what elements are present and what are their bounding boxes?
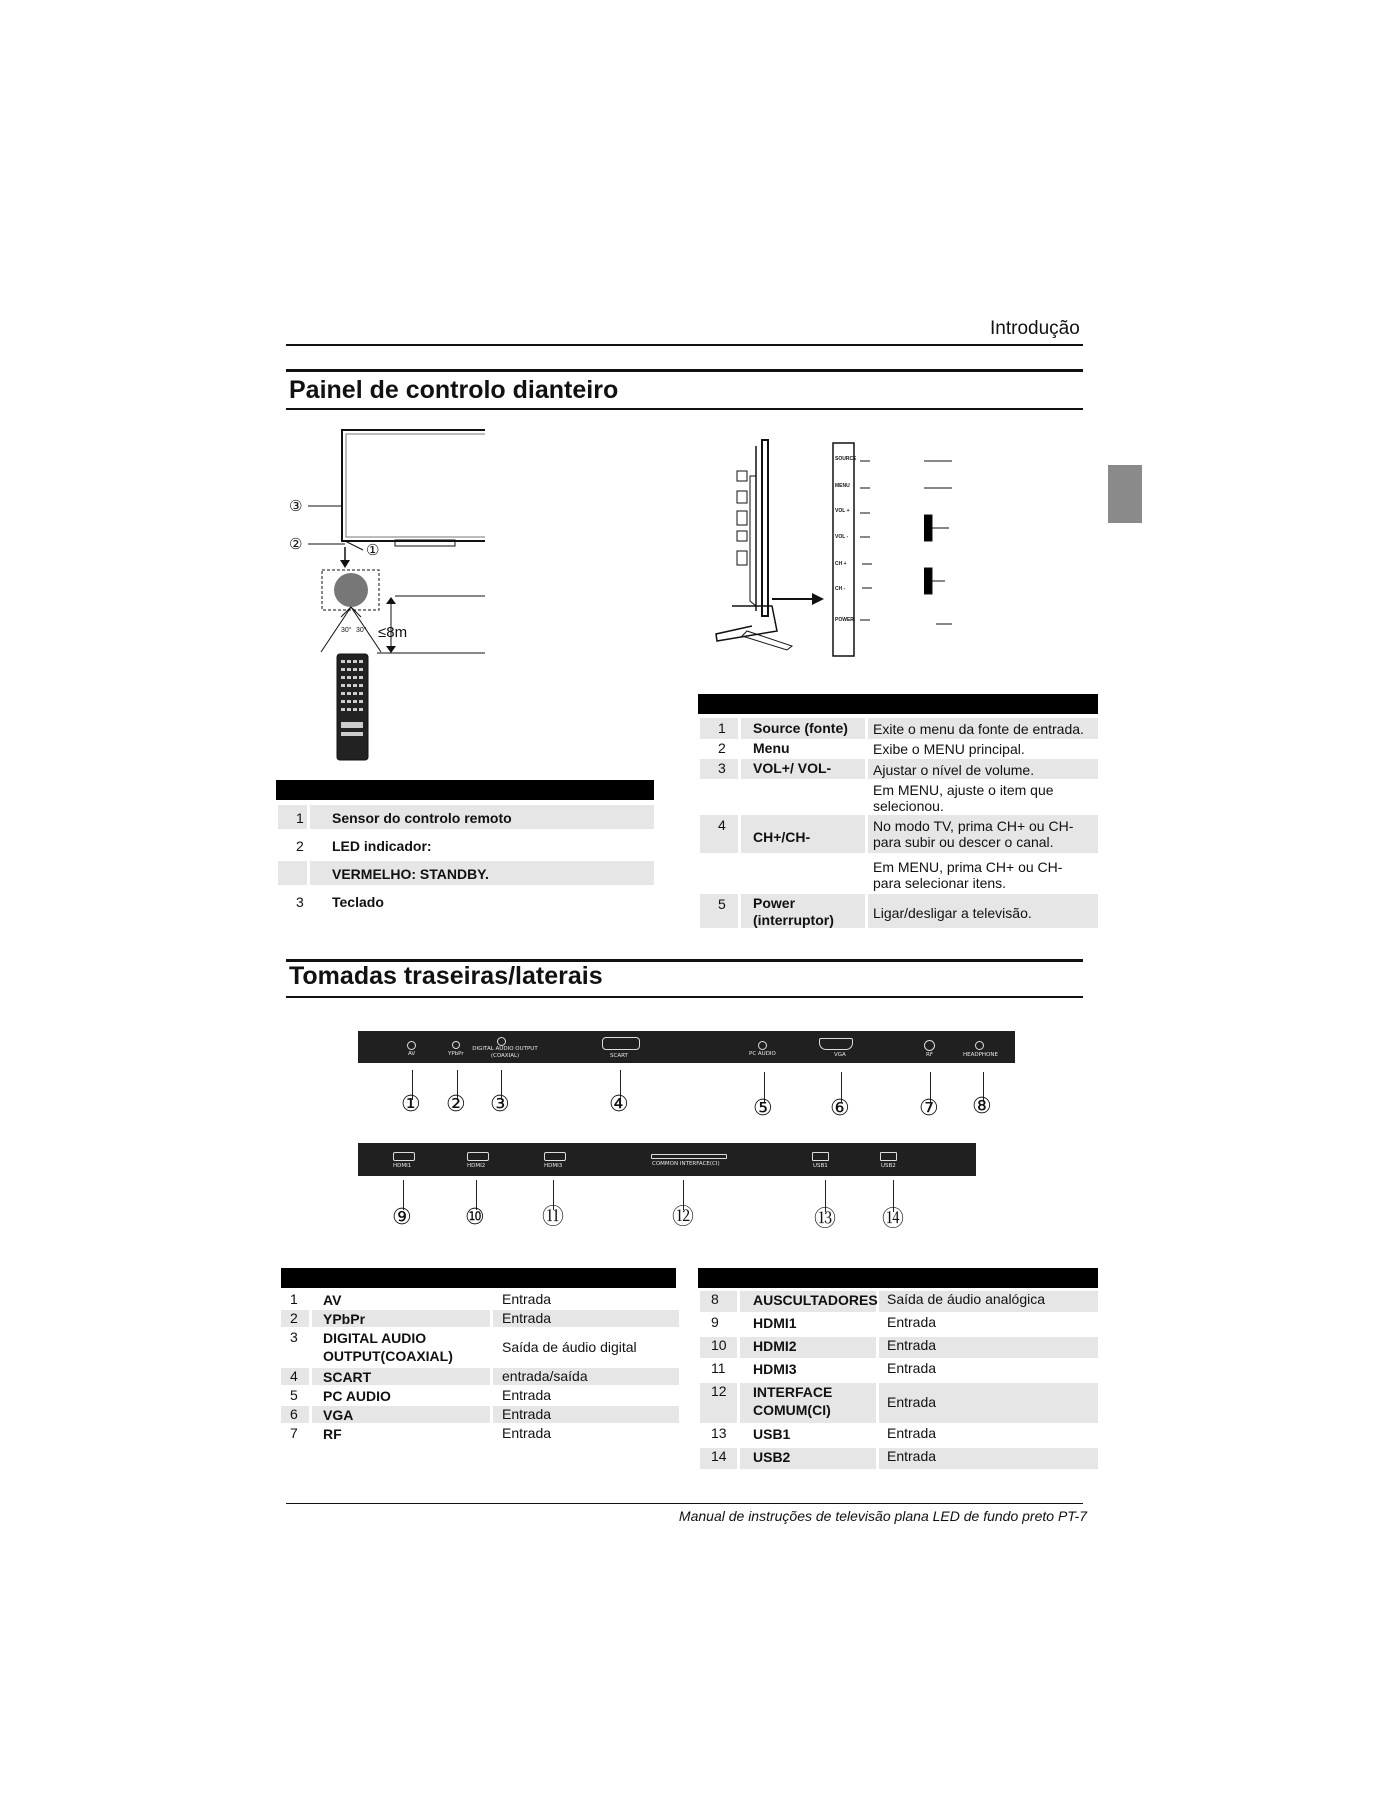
callout-8: ⑧ [972, 1093, 992, 1118]
row-name: PC AUDIO [323, 1388, 391, 1404]
table-row [281, 1328, 681, 1367]
section-title-rear-panel: Tomadas traseiras/laterais [289, 962, 603, 990]
av-label: AV [408, 1051, 416, 1057]
rear-left-table-header [281, 1268, 676, 1288]
row-name: AUSCULTADORES [753, 1292, 878, 1308]
row-desc: Ligar/desligar a televisão. [873, 905, 1032, 921]
table-row [276, 833, 654, 857]
row-desc: Em MENU, prima CH+ ou CH- para selecionar itens. [873, 859, 1063, 891]
usb1-port [812, 1152, 829, 1161]
headphone-port [975, 1041, 984, 1050]
callout-10: ⑩ [465, 1204, 485, 1229]
row-number: 3 [296, 894, 304, 910]
row-number: 7 [290, 1425, 298, 1441]
scart-label: SCART [610, 1053, 628, 1059]
row-number: 5 [290, 1387, 298, 1403]
row-label: VERMELHO: STANDBY. [332, 866, 489, 882]
row-name: INTERFACE COMUM(CI) [753, 1384, 833, 1418]
coaxial-label: DIGITAL AUDIO OUTPUT (COAXIAL) [472, 1046, 538, 1059]
callout-6: ⑥ [830, 1095, 850, 1120]
headphone-label: HEADPHONE [963, 1052, 998, 1058]
angle-right-label: 30° [356, 627, 367, 634]
table-row [281, 1290, 681, 1309]
callout-14: ⑭ [882, 1206, 905, 1231]
hdmi3-label: HDMI3 [544, 1163, 563, 1169]
vga-port [819, 1038, 853, 1050]
callout-12: ⑫ [672, 1204, 695, 1229]
row-name: Source (fonte) [753, 720, 848, 736]
ypbpr-label: YPbPr [448, 1051, 464, 1057]
row-label: Sensor do controlo remoto [332, 810, 512, 826]
callout-5: ⑤ [753, 1095, 773, 1120]
row-name: USB1 [753, 1426, 791, 1442]
row-desc: Ajustar o nível de volume. [873, 762, 1035, 778]
table-row [276, 889, 654, 913]
rear-top-connector-panel [358, 1031, 1015, 1063]
row-name: HDMI3 [753, 1361, 797, 1377]
row-number: 11 [711, 1360, 726, 1376]
callout-2: ② [446, 1091, 466, 1116]
callout-3: ③ [490, 1091, 510, 1116]
side-button-source: SOURCE [835, 456, 857, 462]
row-desc: Entrada [502, 1406, 552, 1422]
hdmi2-port [467, 1152, 489, 1161]
hdmi1-label: HDMI1 [393, 1163, 412, 1169]
front-left-table [276, 805, 654, 913]
front-left-table-header [276, 780, 654, 800]
row-desc: Saída de áudio analógica [887, 1291, 1046, 1307]
distance-label: ≤8m [378, 624, 408, 641]
rf-label: RF [926, 1052, 933, 1058]
row-number: 4 [290, 1368, 298, 1384]
side-button-power: POWER [835, 617, 854, 623]
row-desc: Saída de áudio digital [502, 1339, 637, 1355]
side-button-ch-down: CH - [835, 586, 846, 592]
row-name: YPbPr [323, 1311, 366, 1327]
ypbpr-port [452, 1041, 460, 1049]
section1-top-rule [286, 369, 1083, 372]
table-row [281, 1405, 681, 1424]
row-desc: Em MENU, ajuste o item que selecionou. [873, 782, 1054, 814]
row-desc: entrada/saída [502, 1368, 588, 1384]
row-name: VOL+/ VOL- [753, 760, 832, 776]
row-label: Teclado [332, 894, 384, 910]
row-desc: Exibe o MENU principal. [873, 741, 1025, 757]
row-desc: Entrada [887, 1425, 937, 1441]
hdmi3-port [544, 1152, 566, 1161]
row-number: 12 [711, 1383, 727, 1399]
table-row [698, 1382, 1098, 1424]
callout-1: ① [366, 542, 380, 559]
row-number: 1 [296, 810, 304, 826]
coaxial-port [497, 1037, 506, 1046]
table-row [276, 861, 654, 885]
callout-7: ⑦ [919, 1095, 939, 1120]
row-number: 13 [711, 1425, 727, 1441]
table-row [698, 1336, 1098, 1359]
table-row [281, 1367, 681, 1386]
row-name: CH+/CH- [753, 829, 811, 845]
row-desc: No modo TV, prima CH+ ou CH- para subir ou descer o canal. [873, 818, 1074, 850]
row-desc: Entrada [502, 1310, 552, 1326]
table-row [698, 1290, 1098, 1313]
callout-2: ② [289, 536, 303, 553]
row-name: USB2 [753, 1449, 791, 1465]
table-row [276, 805, 654, 829]
front-right-table-header [698, 694, 1098, 714]
section-title-front-panel: Painel de controlo dianteiro [289, 376, 619, 404]
row-name: VGA [323, 1407, 354, 1423]
callout-9: ⑨ [392, 1204, 412, 1229]
row-number: 9 [711, 1314, 719, 1330]
row-number: 1 [718, 720, 726, 736]
row-name: HDMI2 [753, 1338, 797, 1354]
row-number: 2 [290, 1310, 298, 1326]
side-button-vol-up: VOL + [835, 508, 850, 514]
row-desc: Entrada [887, 1360, 937, 1376]
table-row [698, 1447, 1098, 1470]
scart-port [602, 1037, 640, 1050]
side-view-diagram [712, 436, 952, 658]
section1-bottom-rule [286, 408, 1083, 410]
header-rule [286, 344, 1083, 346]
usb2-port [880, 1152, 897, 1161]
row-name: SCART [323, 1369, 372, 1385]
row-number: 5 [718, 896, 726, 912]
hdmi2-label: HDMI2 [467, 1163, 486, 1169]
row-name: Menu [753, 740, 790, 756]
row-number: 3 [718, 760, 726, 776]
row-number: 3 [290, 1329, 298, 1345]
section2-bottom-rule [286, 996, 1083, 998]
row-number: 14 [711, 1448, 727, 1464]
row-label: LED indicador: [332, 838, 432, 854]
table-row [698, 1424, 1098, 1447]
row-number: 10 [711, 1337, 727, 1353]
row-desc: Entrada [502, 1425, 552, 1441]
usb2-label: USB2 [881, 1163, 896, 1169]
row-name: Power (interruptor) [753, 895, 834, 928]
row-desc: Entrada [887, 1337, 937, 1353]
rf-port [924, 1040, 935, 1051]
row-number: 8 [711, 1291, 719, 1307]
hdmi1-port [393, 1152, 415, 1161]
usb1-label: USB1 [813, 1163, 828, 1169]
row-name: DIGITAL AUDIO OUTPUT(COAXIAL) [323, 1330, 453, 1364]
table-row [281, 1309, 681, 1328]
table-row [698, 1313, 1098, 1336]
footer-rule [286, 1503, 1083, 1504]
row-desc: Entrada [502, 1387, 552, 1403]
row-number: 2 [718, 740, 726, 756]
rear-right-table-header [698, 1268, 1098, 1288]
side-button-ch-up: CH + [835, 561, 847, 567]
pc-audio-label: PC AUDIO [749, 1051, 776, 1057]
row-number: 4 [718, 817, 726, 833]
row-desc: Entrada [887, 1314, 937, 1330]
callout-13: ⑬ [814, 1206, 837, 1231]
callout-3: ③ [289, 498, 303, 515]
row-name: RF [323, 1426, 342, 1442]
row-number: 6 [290, 1406, 298, 1422]
side-button-vol-down: VOL - [835, 534, 849, 540]
pc-audio-port [758, 1041, 767, 1050]
ci-label: COMMON INTERFACE(CI) [652, 1161, 720, 1167]
row-number: 2 [296, 838, 304, 854]
av-port [407, 1041, 416, 1050]
table-row [281, 1424, 681, 1443]
chapter-tab [1108, 465, 1142, 523]
row-name: HDMI1 [753, 1315, 797, 1331]
row-desc: Entrada [887, 1448, 937, 1464]
row-desc: Exite o menu da fonte de entrada. [873, 721, 1084, 737]
footer-text: Manual de instruções de televisão plana LED de fundo preto PT-7 [678, 1508, 1087, 1524]
callout-4: ④ [609, 1091, 629, 1116]
row-desc: Entrada [502, 1291, 552, 1307]
callout-1: ① [401, 1091, 421, 1116]
row-desc: Entrada [887, 1394, 937, 1410]
table-row [281, 1386, 681, 1405]
side-button-menu: MENU [835, 483, 850, 489]
angle-left-label: 30° [341, 627, 352, 634]
running-header: Introdução [990, 318, 1080, 339]
row-number: 1 [290, 1291, 298, 1307]
front-view-diagram [285, 422, 485, 762]
vga-label: VGA [834, 1052, 846, 1058]
rear-bottom-connector-panel [358, 1143, 976, 1176]
table-row [698, 1359, 1098, 1382]
ci-slot [651, 1154, 727, 1159]
row-name: AV [323, 1292, 342, 1308]
callout-11: ⑪ [542, 1204, 565, 1229]
